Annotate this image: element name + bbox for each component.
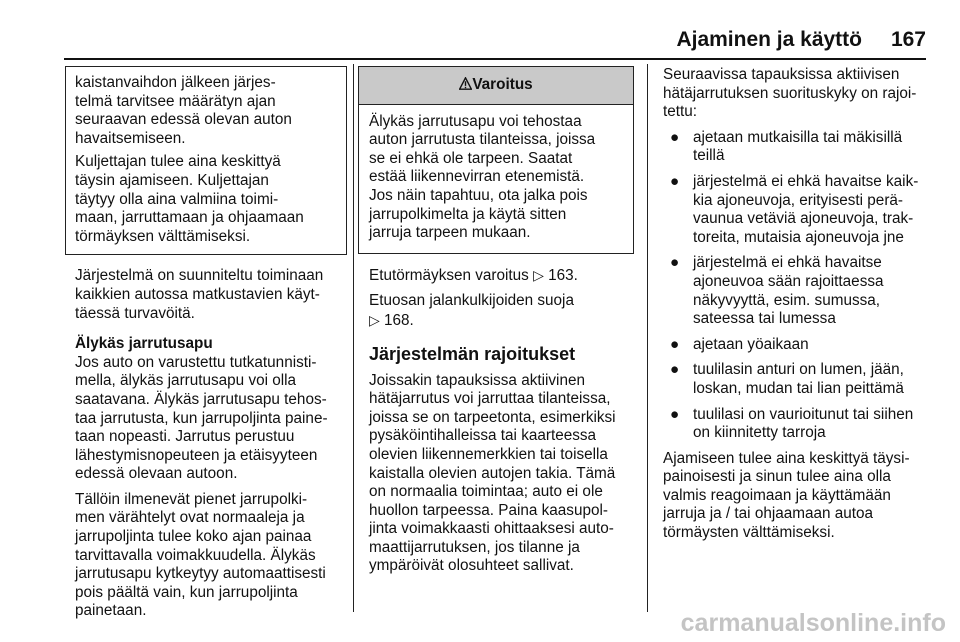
list-item <box>663 173 931 247</box>
brake-pedal-paragraph: Tällöin ilmenevät pienet jarrupolki- men värähtelyt ovat normaaleja ja jarrupoljinta tulee koko ajan painaa tarvittavalla voimakkuudella. Älykäs jarrutusapu kytkeytyy automaattisesti pois päältä vain, kun jarrupoljinta painetaan. <box>75 490 326 620</box>
list-item <box>663 254 931 328</box>
list-item-text: ajetaan yöaikaan <box>693 335 809 353</box>
reference-2-page: 168. <box>384 311 414 329</box>
watermark: carmanualsonline.info <box>680 609 946 637</box>
bullet-icon: ● <box>670 361 680 379</box>
reference-2-text: Etuosan jalankulkijoiden suoja <box>369 292 574 310</box>
section-heading: Älykäs jarrutusapu <box>75 335 213 353</box>
limitations-intro: Seuraavissa tapauksissa aktiivisen hätäjarrutuksen suorituskyky on rajoi- tettu: <box>663 66 917 121</box>
limitations-list <box>663 129 931 443</box>
column-left <box>75 66 347 621</box>
note-paragraph-2: Kuljettajan tulee aina keskittyä täysin ajamiseen. Kuljettajan täytyy olla aina valmiina toimi- maan, jarruttamaan ja ohjaamaan törmäyksen välttämiseksi. <box>75 153 304 245</box>
list-item <box>663 361 931 398</box>
page-reference-icon: ▷ <box>369 311 380 328</box>
closing-paragraph: Ajamiseen tulee aina keskittyä täysi- painoisesti ja sinun tulee aina olla valmis reagoimaan ja käyttämään jarruja ja / tai ohjaamaan autoa törmäysten välttämiseksi. <box>663 449 910 542</box>
reference-1-page: 163. <box>548 266 578 284</box>
page-header <box>0 28 960 54</box>
column-divider-1 <box>353 64 354 612</box>
list-item <box>663 336 931 355</box>
header-title: Ajaminen ja käyttö <box>676 28 862 51</box>
warning-title: Varoitus <box>472 76 533 93</box>
note-box <box>65 66 347 255</box>
list-item-text: ajetaan mutkaisilla tai mäkisillä teillä <box>693 128 903 165</box>
note-paragraph-1: kaistanvaihdon jälkeen järjes- telmä tarvitsee määrätyn ajan seuraavan edessä olevan auton havaitsemiseen. <box>75 74 292 147</box>
list-item-text: järjestelmä ei ehkä havaitse kaik- kia ajoneuvoja, erityisesti perä- vaunua vetäviä ajoneuvoja, trak- toreita, mutaisia ajoneuvoja jne <box>693 172 919 246</box>
column-right <box>663 66 931 543</box>
bullet-icon: ● <box>670 254 680 272</box>
warning-text: Älykäs jarrutusapu voi tehostaa auton jarrutusta tilanteissa, joissa se ei ehkä ole tarpeen. Saatat estää liikennevirran etenemistä. Jos näin tapahtuu, ota jalka pois jarrupolkimelta ja käytä sitten jarruja tarpeen mukaan. <box>369 112 596 242</box>
bullet-icon: ● <box>670 172 680 190</box>
list-item <box>663 129 931 166</box>
list-item-text: tuulilasin anturi on lumen, jään, loskan, mudan tai lian peittämä <box>693 361 904 397</box>
warning-header <box>359 67 633 105</box>
warning-box <box>358 66 634 254</box>
column-divider-2 <box>647 64 648 612</box>
column-middle <box>369 66 634 576</box>
limitations-paragraph: Joissakin tapauksissa aktiivinen hätäjarrutus voi jarruttaa tilanteissa, joissa se on tarpeetonta, esimerkiksi pysäköintihalleissa tai kaarteessa olevien liikennemerkkien tai toisella kaistalla olevien autojen takia. Tämä on normaalia toimintaa; auto ei ole huollon tarpeessa. Paina kaasupol- jinta voimakkaasti ohittaaksesi auto- maattijarrutuksen, jos tilanne ja ympäröivät olosuhteet sallivat. <box>369 371 616 575</box>
page-number: 167 <box>890 28 926 51</box>
reference-2[interactable] <box>369 292 634 330</box>
page-reference-icon: ▷ <box>533 266 544 283</box>
list-item-text: järjestelmä ei ehkä havaitse ajoneuvoa sään rajoittaessa näkyvyyttä, esim. sumussa, sateessa tai lumessa <box>693 254 884 328</box>
seatbelt-paragraph: Järjestelmä on suunniteltu toiminaan kaikkien autossa matkustavien käyt- täessä turvavöitä. <box>75 267 324 322</box>
brake-assist-paragraph: Jos auto on varustettu tutkatunnisti- mella, älykäs jarrutusapu voi olla saatavana. Älykäs jarrutusapu tehos- taa jarrutusta, kun jarrupoljinta paine- taan nopeasti. Jarrutus perustuu lähestymisnopeuteen ja etäisyyteen edessä olevaan autoon. <box>75 353 328 483</box>
reference-1[interactable] <box>369 266 634 286</box>
list-item <box>663 406 931 443</box>
subheading: Järjestelmän rajoitukset <box>369 343 576 364</box>
header-rule <box>64 58 926 60</box>
warning-triangle-icon <box>459 77 472 90</box>
reference-1-text: Etutörmäyksen varoitus <box>369 266 529 284</box>
bullet-icon: ● <box>670 335 680 353</box>
list-item-text: tuulilasi on vaurioitunut tai siihen on kiinnitetty tarroja <box>693 405 914 442</box>
bullet-icon: ● <box>670 128 680 146</box>
bullet-icon: ● <box>670 405 680 423</box>
